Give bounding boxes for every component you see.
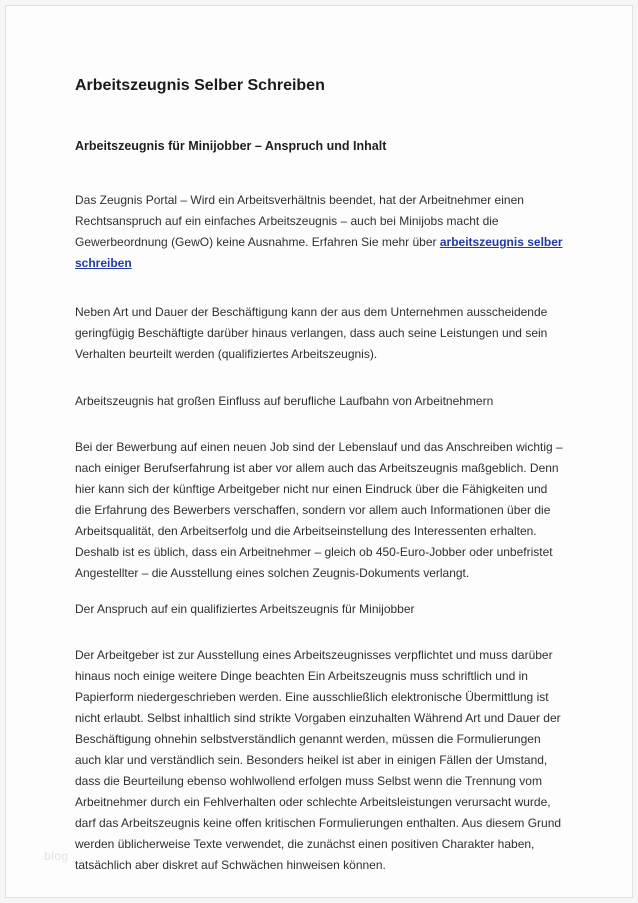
paragraph-intro-text: Das Zeugnis Portal – Wird ein Arbeitsverhältnis beendet, hat der Arbeitnehmer einen Rechtsanspruch auf ein einfaches Arbeitszeugnis – auch bei Minijobs macht die Gewerbeordnung (GewO) keine Ausnahme. Erfahren Sie mehr über [75, 193, 524, 249]
paragraph-employer-duties: Der Arbeitgeber ist zur Ausstellung eines Arbeitszeugnisses verpflichtet und muss darüber hinaus noch einige weitere Dinge beachten Ein Arbeitszeugnis muss schriftlich und in Papierform niedergeschrieben werden. Eine ausschließlich elektronische Übermittlung ist nicht erlaubt. Selbst inhaltlich sind strikte Vorgaben einzuhalten Während Art und Dauer der Beschäftigung ohnehin selbstverständlich genannt werden, müssen die Formulierungen auch klar und verständlich sein. Besonders heikel ist aber in einigen Fällen der Umstand, dass die Beurteilung ebenso wohlwollend erfolgen muss Selbst wenn die Trennung vom Arbeitnehmer durch ein Fehlverhalten oder schlechte Arbeitsleistungen verursacht wurde, darf das Arbeitszeugnis keine offen kritischen Formulierungen enthalten. Aus diesem Grund werden üblicherweise Texte verwendet, die zunächst einen positiven Charakter haben, tatsächlich aber diskret auf Schwächen hinweisen können. [75, 648, 562, 872]
paragraph-qualified-zeugnis: Neben Art und Dauer der Beschäftigung kann der aus dem Unternehmen ausscheidende geringfügig Beschäftigte darüber hinaus verlangen, dass auch seine Leistungen und sein Verhalten beurteilt werden (qualifiziertes Arbeitszeugnis). [75, 305, 548, 361]
heading-anspruch: Der Anspruch auf ein qualifiziertes Arbeitszeugnis für Minijobber [75, 602, 415, 616]
page-title: Arbeitszeugnis Selber Schreiben [75, 77, 325, 94]
paragraph-application: Bei der Bewerbung auf einen neuen Job sind der Lebenslauf und das Anschreiben wichtig – nach einiger Berufserfahrung ist aber vor allem auch das Arbeitszeugnis maßgeblich. Denn hier kann sich der künftige Arbeitgeber nicht nur einen Eindruck über die Fähigkeiten und die Erfahrung des Bewerbers verschaffen, sondern vor allem auch Informationen über die Arbeitsqualität, den Arbeitserfolg und die Arbeitseinstellung des Interessenten erhalten. Deshalb ist es üblich, dass ein Arbeitnehmer – gleich ob 450-Euro-Jobber oder unbefristet Angestellter – die Ausstellung eines solchen Zeugnis-Dokuments verlangt. [75, 440, 563, 580]
heading-influence: Arbeitszeugnis hat großen Einfluss auf berufliche Laufbahn von Arbeitnehmern [75, 394, 494, 408]
arbeitszeugnis-link[interactable]: arbeitszeugnis selber schreiben [75, 235, 563, 270]
paragraph-intro [75, 190, 566, 274]
document-content [6, 6, 632, 876]
blog-watermark: blog [44, 849, 69, 863]
section-subtitle: Arbeitszeugnis für Minijobber – Anspruch und Inhalt [75, 139, 387, 153]
document-page [5, 5, 633, 898]
